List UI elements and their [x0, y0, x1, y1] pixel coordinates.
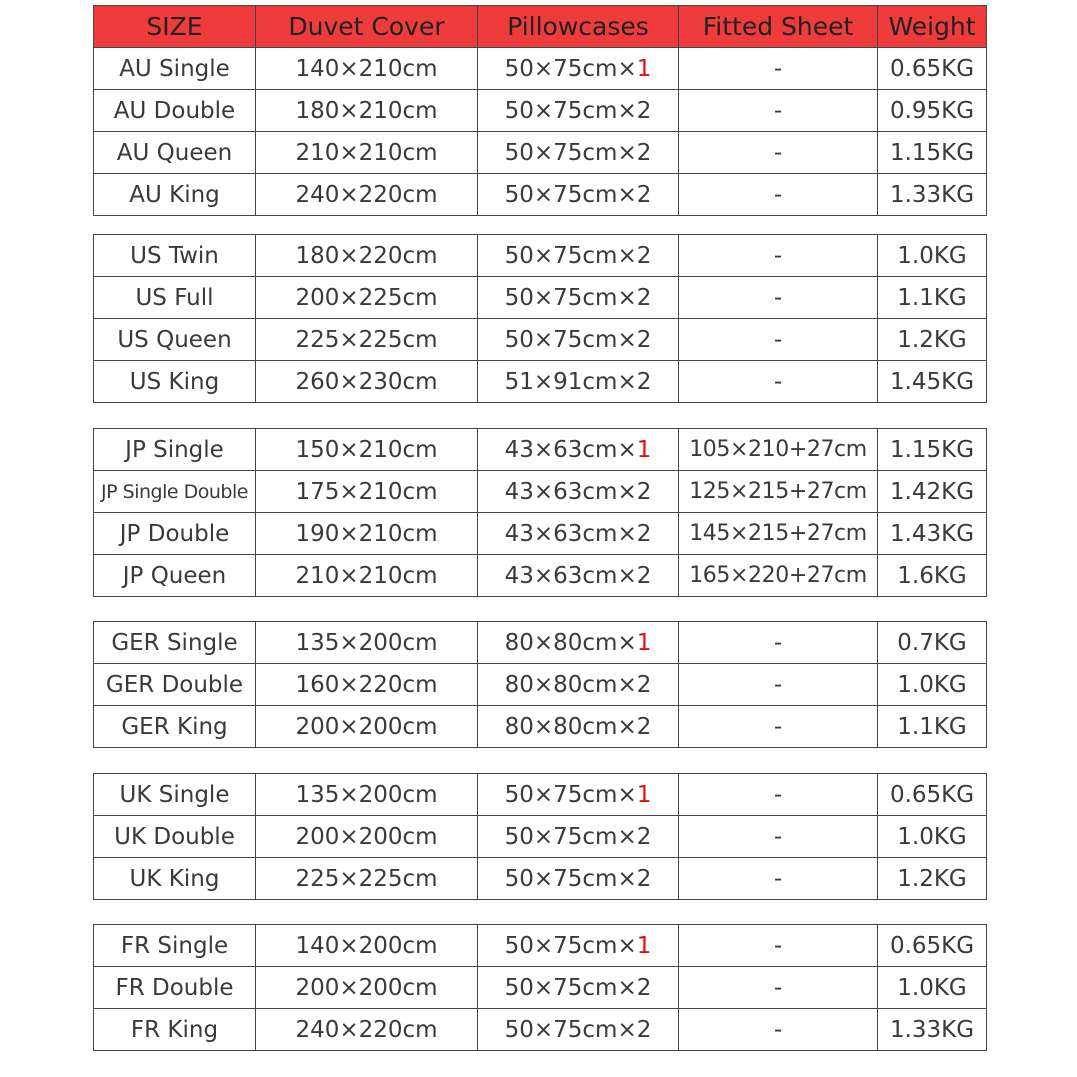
- pillowcase-quantity: 2: [636, 242, 652, 269]
- table-row: [94, 858, 987, 900]
- weight-cell: 1.0KG: [878, 235, 987, 277]
- fitted-sheet-cell: -: [679, 277, 878, 319]
- pillowcases-cell: [478, 925, 679, 967]
- pillowcase-quantity: 2: [636, 974, 652, 1001]
- duvet-cover-cell: 225×225cm: [256, 319, 478, 361]
- pillowcase-quantity: 2: [636, 97, 652, 124]
- weight-cell: 1.45KG: [878, 361, 987, 403]
- fitted-sheet-cell: 165×220+27cm: [679, 555, 878, 597]
- weight-cell: 1.1KG: [878, 706, 987, 748]
- table-row: [94, 277, 987, 319]
- table-row: [94, 1009, 987, 1051]
- pillowcases-cell: [478, 471, 679, 513]
- header-row: [94, 6, 987, 48]
- pillowcase-size: 50×75cm×: [504, 781, 637, 808]
- duvet-cover-cell: 175×210cm: [256, 471, 478, 513]
- weight-cell: 1.15KG: [878, 429, 987, 471]
- pillowcase-size: 43×63cm×: [504, 478, 637, 505]
- pillowcases-cell: [478, 361, 679, 403]
- size-table-jp: [93, 428, 987, 597]
- size-cell: UK Single: [94, 774, 256, 816]
- pillowcase-quantity: 2: [636, 368, 652, 395]
- weight-cell: 0.65KG: [878, 48, 987, 90]
- header-weight: Weight: [878, 6, 987, 48]
- size-cell: FR King: [94, 1009, 256, 1051]
- size-table-ger: [93, 621, 987, 748]
- duvet-cover-cell: 200×225cm: [256, 277, 478, 319]
- table-row: [94, 513, 987, 555]
- duvet-cover-cell: 200×200cm: [256, 706, 478, 748]
- pillowcase-size: 50×75cm×: [504, 284, 637, 311]
- size-cell: AU Double: [94, 90, 256, 132]
- pillowcase-quantity: 2: [636, 284, 652, 311]
- pillowcase-size: 50×75cm×: [504, 974, 637, 1001]
- header-duvet-cover: Duvet Cover: [256, 6, 478, 48]
- fitted-sheet-cell: -: [679, 361, 878, 403]
- weight-cell: 1.15KG: [878, 132, 987, 174]
- duvet-cover-cell: 150×210cm: [256, 429, 478, 471]
- weight-cell: 1.2KG: [878, 858, 987, 900]
- fitted-sheet-cell: -: [679, 319, 878, 361]
- pillowcase-quantity: 1: [636, 932, 652, 959]
- pillowcases-cell: [478, 858, 679, 900]
- pillowcase-quantity: 2: [636, 562, 652, 589]
- size-cell: AU King: [94, 174, 256, 216]
- duvet-cover-cell: 140×200cm: [256, 925, 478, 967]
- pillowcases-cell: [478, 132, 679, 174]
- pillowcase-quantity: 2: [636, 139, 652, 166]
- pillowcase-size: 43×63cm×: [504, 436, 637, 463]
- pillowcases-cell: [478, 90, 679, 132]
- pillowcase-quantity: 2: [636, 326, 652, 353]
- size-cell: US Full: [94, 277, 256, 319]
- weight-cell: 0.7KG: [878, 622, 987, 664]
- pillowcase-quantity: 2: [636, 1016, 652, 1043]
- pillowcase-quantity: 2: [636, 713, 652, 740]
- table-row: [94, 132, 987, 174]
- size-cell: AU Queen: [94, 132, 256, 174]
- weight-cell: 1.33KG: [878, 1009, 987, 1051]
- pillowcases-cell: [478, 774, 679, 816]
- table-row: [94, 664, 987, 706]
- duvet-cover-cell: 135×200cm: [256, 774, 478, 816]
- table-row: [94, 90, 987, 132]
- fitted-sheet-cell: 145×215+27cm: [679, 513, 878, 555]
- pillowcases-cell: [478, 622, 679, 664]
- size-cell: FR Double: [94, 967, 256, 1009]
- table-row: [94, 319, 987, 361]
- size-cell: UK King: [94, 858, 256, 900]
- pillowcase-quantity: 1: [636, 436, 652, 463]
- table-row: [94, 967, 987, 1009]
- size-cell: AU Single: [94, 48, 256, 90]
- weight-cell: 1.6KG: [878, 555, 987, 597]
- fitted-sheet-cell: -: [679, 132, 878, 174]
- pillowcase-quantity: 1: [636, 629, 652, 656]
- size-cell: GER King: [94, 706, 256, 748]
- pillowcases-cell: [478, 277, 679, 319]
- weight-cell: 0.65KG: [878, 774, 987, 816]
- duvet-cover-cell: 135×200cm: [256, 622, 478, 664]
- pillowcases-cell: [478, 816, 679, 858]
- fitted-sheet-cell: -: [679, 967, 878, 1009]
- size-cell: US King: [94, 361, 256, 403]
- pillowcases-cell: [478, 1009, 679, 1051]
- pillowcase-quantity: 2: [636, 181, 652, 208]
- size-cell: FR Single: [94, 925, 256, 967]
- duvet-cover-cell: 190×210cm: [256, 513, 478, 555]
- fitted-sheet-cell: -: [679, 48, 878, 90]
- table-row: [94, 235, 987, 277]
- weight-cell: 1.0KG: [878, 967, 987, 1009]
- pillowcase-size: 80×80cm×: [504, 713, 637, 740]
- pillowcases-cell: [478, 555, 679, 597]
- pillowcases-cell: [478, 235, 679, 277]
- pillowcase-size: 50×75cm×: [504, 326, 637, 353]
- duvet-cover-cell: 200×200cm: [256, 967, 478, 1009]
- pillowcase-size: 50×75cm×: [504, 823, 637, 850]
- fitted-sheet-cell: -: [679, 774, 878, 816]
- pillowcase-size: 51×91cm×: [504, 368, 637, 395]
- pillowcases-cell: [478, 664, 679, 706]
- pillowcase-size: 50×75cm×: [504, 865, 637, 892]
- size-cell: US Twin: [94, 235, 256, 277]
- table-row: [94, 816, 987, 858]
- table-row: [94, 555, 987, 597]
- weight-cell: 1.33KG: [878, 174, 987, 216]
- size-table-uk: [93, 773, 987, 900]
- weight-cell: 1.2KG: [878, 319, 987, 361]
- duvet-cover-cell: 240×220cm: [256, 1009, 478, 1051]
- pillowcase-quantity: 2: [636, 520, 652, 547]
- weight-cell: 1.42KG: [878, 471, 987, 513]
- fitted-sheet-cell: -: [679, 235, 878, 277]
- pillowcase-size: 50×75cm×: [504, 181, 637, 208]
- pillowcase-size: 50×75cm×: [504, 97, 637, 124]
- table-row: [94, 174, 987, 216]
- duvet-cover-cell: 180×210cm: [256, 90, 478, 132]
- duvet-cover-cell: 200×200cm: [256, 816, 478, 858]
- size-table-fr: [93, 924, 987, 1051]
- header-size: SIZE: [94, 6, 256, 48]
- pillowcase-size: 50×75cm×: [504, 55, 637, 82]
- size-table-au: [93, 5, 987, 216]
- duvet-cover-cell: 160×220cm: [256, 664, 478, 706]
- duvet-cover-cell: 210×210cm: [256, 132, 478, 174]
- size-cell: US Queen: [94, 319, 256, 361]
- fitted-sheet-cell: -: [679, 706, 878, 748]
- table-row: [94, 774, 987, 816]
- table-row: [94, 429, 987, 471]
- pillowcase-size: 80×80cm×: [504, 671, 637, 698]
- weight-cell: 0.95KG: [878, 90, 987, 132]
- pillowcase-size: 50×75cm×: [504, 1016, 637, 1043]
- pillowcase-quantity: 2: [636, 865, 652, 892]
- pillowcases-cell: [478, 48, 679, 90]
- size-cell: JP Single Double: [94, 471, 256, 513]
- pillowcase-size: 50×75cm×: [504, 932, 637, 959]
- fitted-sheet-cell: -: [679, 90, 878, 132]
- pillowcase-quantity: 2: [636, 478, 652, 505]
- pillowcases-cell: [478, 429, 679, 471]
- pillowcase-size: 43×63cm×: [504, 520, 637, 547]
- pillowcase-size: 80×80cm×: [504, 629, 637, 656]
- duvet-cover-cell: 210×210cm: [256, 555, 478, 597]
- table-row: [94, 471, 987, 513]
- size-cell: UK Double: [94, 816, 256, 858]
- pillowcase-size: 50×75cm×: [504, 242, 637, 269]
- duvet-cover-cell: 225×225cm: [256, 858, 478, 900]
- fitted-sheet-cell: -: [679, 925, 878, 967]
- pillowcase-quantity: 2: [636, 671, 652, 698]
- weight-cell: 1.0KG: [878, 816, 987, 858]
- duvet-cover-cell: 140×210cm: [256, 48, 478, 90]
- pillowcases-cell: [478, 319, 679, 361]
- table-row: [94, 925, 987, 967]
- duvet-cover-cell: 260×230cm: [256, 361, 478, 403]
- fitted-sheet-cell: -: [679, 858, 878, 900]
- size-cell: JP Double: [94, 513, 256, 555]
- fitted-sheet-cell: 105×210+27cm: [679, 429, 878, 471]
- table-row: [94, 622, 987, 664]
- pillowcase-quantity: 1: [636, 781, 652, 808]
- fitted-sheet-cell: -: [679, 1009, 878, 1051]
- pillowcase-size: 43×63cm×: [504, 562, 637, 589]
- pillowcase-quantity: 1: [636, 55, 652, 82]
- size-table-us: [93, 234, 987, 403]
- pillowcases-cell: [478, 513, 679, 555]
- size-cell: JP Single: [94, 429, 256, 471]
- fitted-sheet-cell: -: [679, 816, 878, 858]
- table-row: [94, 706, 987, 748]
- pillowcase-size: 50×75cm×: [504, 139, 637, 166]
- pillowcases-cell: [478, 706, 679, 748]
- duvet-cover-cell: 240×220cm: [256, 174, 478, 216]
- pillowcases-cell: [478, 967, 679, 1009]
- fitted-sheet-cell: -: [679, 622, 878, 664]
- pillowcase-quantity: 2: [636, 823, 652, 850]
- duvet-cover-cell: 180×220cm: [256, 235, 478, 277]
- fitted-sheet-cell: -: [679, 174, 878, 216]
- weight-cell: 1.1KG: [878, 277, 987, 319]
- size-cell: GER Double: [94, 664, 256, 706]
- size-cell: JP Queen: [94, 555, 256, 597]
- header-pillowcases: Pillowcases: [478, 6, 679, 48]
- weight-cell: 1.43KG: [878, 513, 987, 555]
- weight-cell: 0.65KG: [878, 925, 987, 967]
- fitted-sheet-cell: -: [679, 664, 878, 706]
- table-row: [94, 48, 987, 90]
- pillowcases-cell: [478, 174, 679, 216]
- fitted-sheet-cell: 125×215+27cm: [679, 471, 878, 513]
- weight-cell: 1.0KG: [878, 664, 987, 706]
- table-row: [94, 361, 987, 403]
- header-fitted-sheet: Fitted Sheet: [679, 6, 878, 48]
- size-cell: GER Single: [94, 622, 256, 664]
